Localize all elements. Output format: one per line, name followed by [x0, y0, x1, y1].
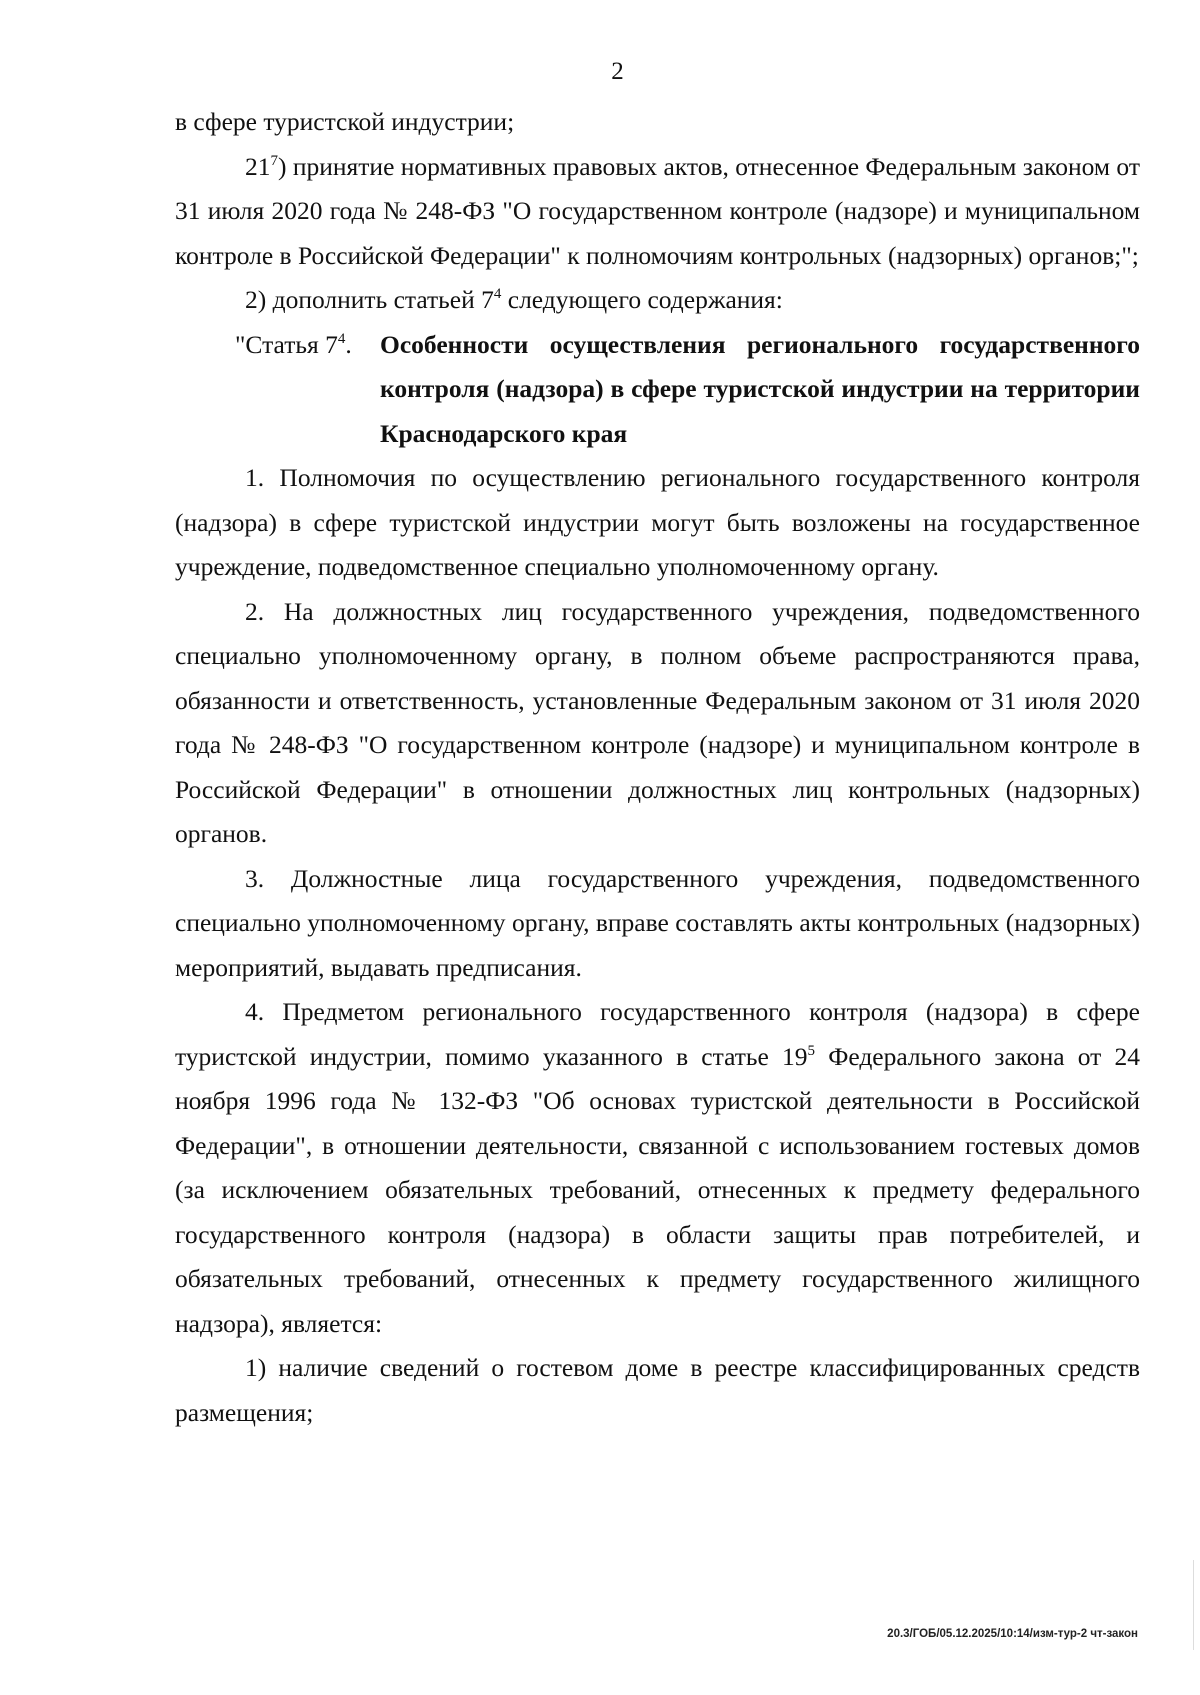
item4-superscript: 5: [807, 1042, 816, 1059]
clause-text: ) принятие нормативных правовых актов, отнесенное Федеральным законом от 31 июля 2020 года № 248-ФЗ "О государственном контроле (надзоре) и муниципальном контроле в Российской Федерации" к полномочиям контрольных (надзорных) органов;";: [175, 151, 1140, 270]
article-label-superscript: 4: [337, 330, 346, 347]
amendment-superscript: 4: [493, 286, 502, 302]
paragraph-continuation: в сфере туристской индустрии;: [175, 107, 515, 136]
amendment-text: 2) дополнить статьей 7: [245, 285, 494, 314]
clause-number: 21: [245, 151, 271, 181]
article-label: [175, 323, 380, 457]
amendment-item-2: [175, 278, 1140, 323]
clause-21-7: [175, 145, 1140, 279]
article-label-dot: .: [345, 329, 352, 359]
item4-text-end: Федерального закона от 24 ноября 1996 года № 132-ФЗ "Об основах туристской деятельности в Российской Федерации", в отношении деятельности, связанной с использованием гостевых домов (за исключением обязательных требований, отнесенных к предмету федерального государственного контроля (надзора) в области защиты прав потребителей, и обязательных требований, отнесенных к предмету государственного жилищного надзора), является:: [175, 1041, 1141, 1338]
document-footer-code: 20.3/ГОБ/05.12.2025/10:14/изм-тур-2 чт-закон: [887, 1628, 1138, 1640]
document-body: [175, 100, 1140, 1435]
article-subitem-1: 1) наличие сведений о гостевом доме в реестре классифицированных средств размещения;: [175, 1353, 1140, 1427]
article-heading: [175, 323, 1140, 457]
article-item-3: 3. Должностные лица государственного учреждения, подведомственного специально уполномоченному органу, вправе составлять акты контрольных (надзорных) мероприятий, выдавать предписания.: [175, 863, 1140, 982]
scan-edge-mark: [1193, 1560, 1194, 1650]
page-number: 2: [611, 58, 624, 85]
item4-text: 4. Предметом регионального государственного контроля (надзора) в сфере туристской индустрии, помимо указанного в статье 19: [175, 997, 1140, 1071]
article-item-4: [175, 990, 1140, 1346]
article-item-1: 1. Полномочия по осуществлению регионального государственного контроля (надзора) в сфере туристской индустрии могут быть возложены на государственное учреждение, подведомственное специально уполномоченному органу.: [175, 463, 1140, 581]
article-item-2: 2. На должностных лиц государственного учреждения, подведомственного специально уполномоченному органу, в полном объеме распространяются права, обязанности и ответственность, установленные Федеральным законом от 31 июля 2020 года № 248-ФЗ "О государственном контроле (надзоре) и муниципальном контроле в Российской Федерации" в отношении должностных лиц контрольных (надзорных) органов.: [175, 596, 1140, 848]
article-title: Особенности осуществления регионального государственного контроля (надзора) в сфере туристской индустрии на территории Краснодарского края: [380, 329, 1140, 448]
amendment-text-end: следующего содержания:: [501, 285, 783, 314]
article-label-text: "Статья 7: [235, 329, 338, 359]
clause-superscript: 7: [270, 152, 278, 169]
